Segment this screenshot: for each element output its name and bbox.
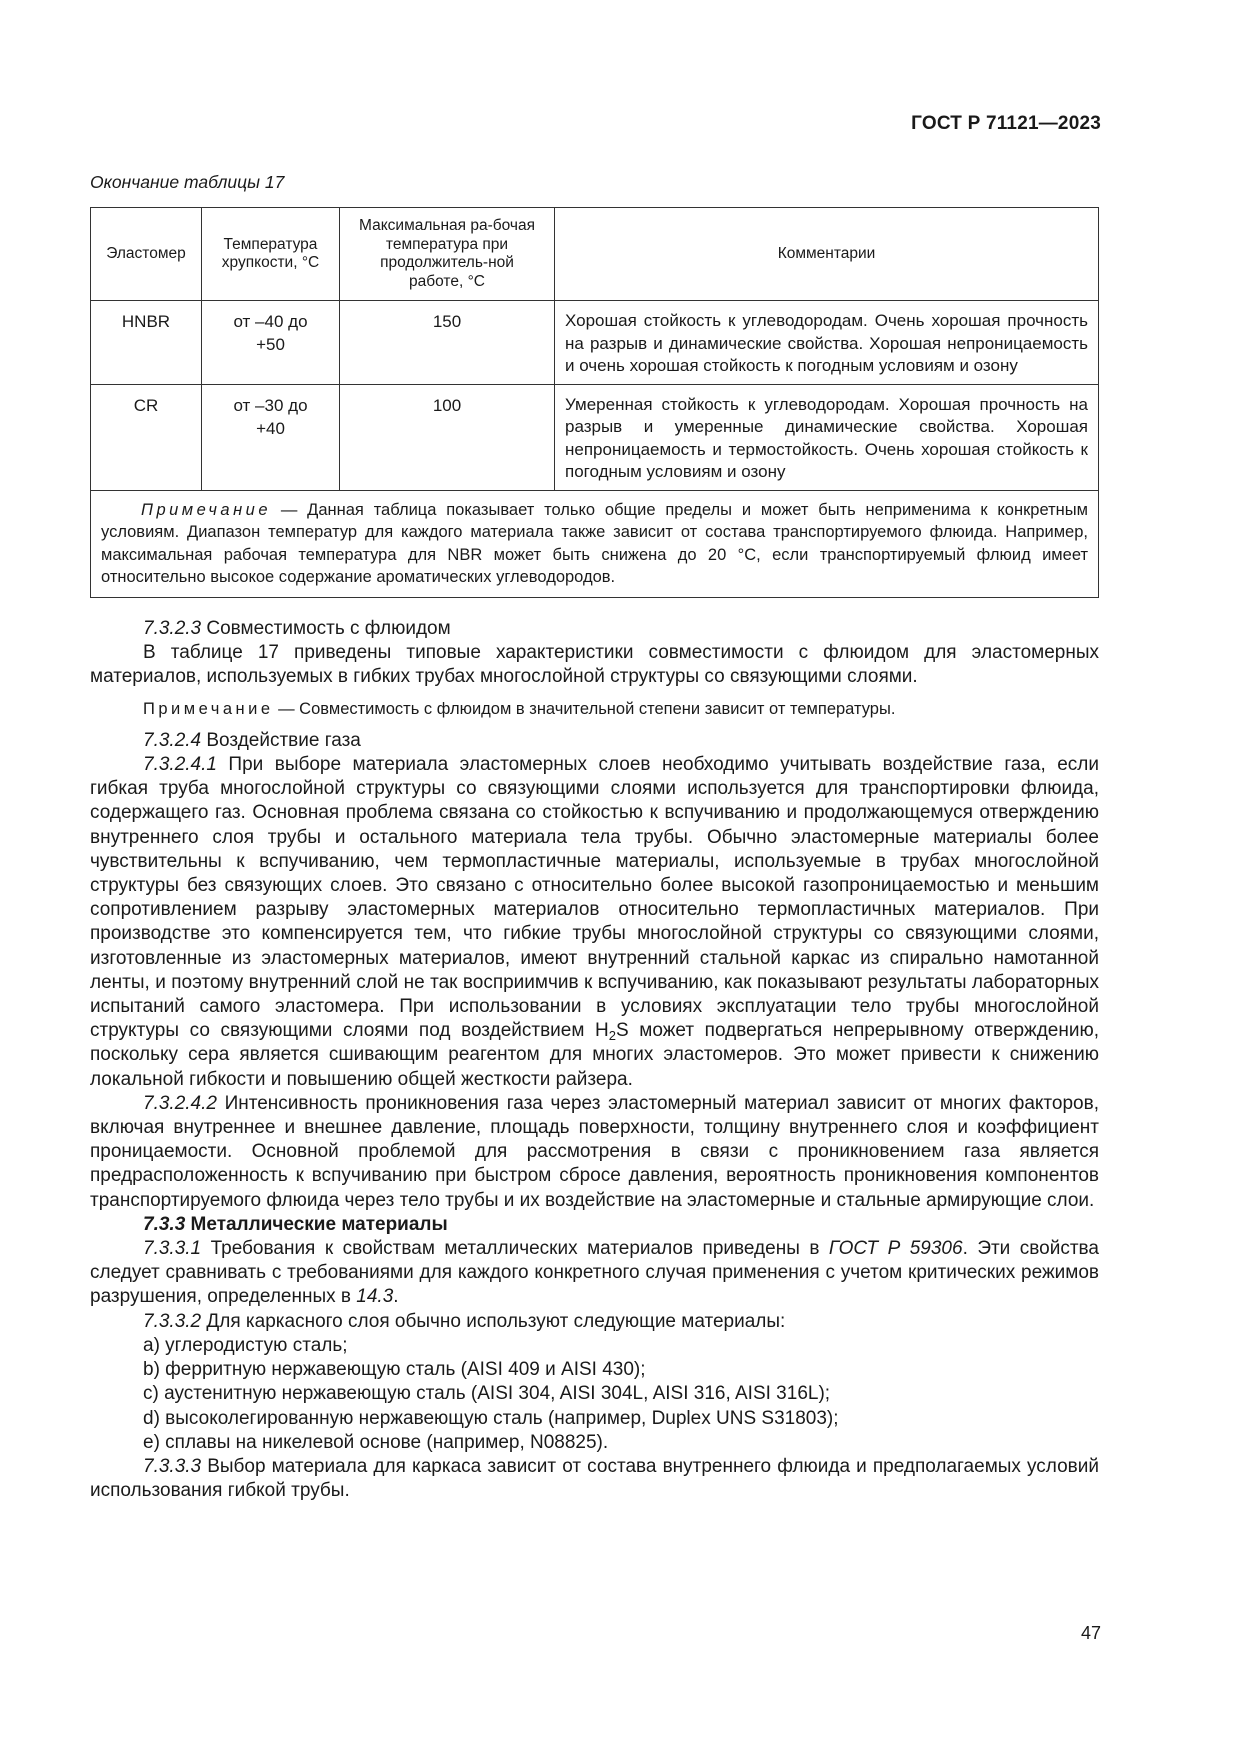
paragraph-text: Выбор материала для каркаса зависит от состава внутреннего флюида и предполагаемых условий использования гибкой трубы. <box>90 1455 1099 1502</box>
section-number: 7.3.2.4 <box>143 729 202 751</box>
table-note <box>91 490 1099 597</box>
paragraph-number: 7.3.3.2 <box>143 1310 202 1332</box>
paragraph-number: 7.3.2.4.1 <box>143 754 217 776</box>
cell-max-temp: 150 <box>340 301 555 385</box>
list-item: a) углеродистую сталь; <box>143 1334 348 1356</box>
paragraph-73242 <box>90 1092 1099 1213</box>
document-code: ГОСТ Р 71121—2023 <box>911 113 1101 134</box>
cell-comment: Хорошая стойкость к углеводородам. Очень хорошая прочность на разрыв и динамические свойства. Хорошая непроницаемость и очень хорошая стойкость к погодным условиям и озону <box>555 301 1099 385</box>
cell-comment: Умеренная стойкость к углеводородам. Хорошая прочность на разрыв и умеренные динамические свойства. Хорошая непроницаемость и термостойкость. Очень хорошая стойкость к погодным условиям и озону <box>555 384 1099 490</box>
cell-max-temp: 100 <box>340 384 555 490</box>
paragraph-7331 <box>90 1237 1099 1310</box>
cell-temp: от –40 до +50 <box>202 301 340 385</box>
paragraph-7333 <box>90 1455 1099 1503</box>
section-7323-text: В таблице 17 приведены типовые характеристики совместимости с флюидом для эластомерных материалов, используемых в гибких трубах многослойной структуры со связующими слоями. <box>90 642 1099 688</box>
page-number: 47 <box>1080 1623 1101 1643</box>
list-item: e) сплавы на никелевой основе (например, N08825). <box>143 1431 609 1453</box>
paragraph-text: Для каркасного слоя обычно используют следующие материалы: <box>201 1310 786 1332</box>
header-elastomer: Эластомер <box>91 208 202 301</box>
paragraph-text-cont: . Эти свойства следует сравнивать с требованиями для каждого конкретного случая применения с учетом критических режимов разрушения, определенных в <box>90 1238 1099 1308</box>
section-7323-heading <box>90 617 1099 641</box>
paragraph-number: 7.3.3.3 <box>143 1455 202 1477</box>
table-row <box>91 384 1099 490</box>
section-title: Воздействие газа <box>201 729 361 751</box>
standard-reference: ГОСТ Р 59306 <box>828 1238 963 1260</box>
clause-reference: 14.3 <box>356 1286 394 1308</box>
note-label: Примечание <box>141 500 272 519</box>
table-row <box>91 301 1099 385</box>
cell-temp: от –30 до +40 <box>202 384 340 490</box>
cell-elastomer: CR <box>91 384 202 490</box>
section-7323-note <box>90 697 1099 721</box>
section-title: Металлические материалы <box>185 1213 448 1235</box>
list-item: c) аустенитную нержавеющую сталь (AISI 304, AISI 304L, AISI 316, AISI 316L); <box>143 1383 831 1405</box>
paragraph-text: Требования к свойствам металлических материалов приведены в <box>201 1238 829 1260</box>
note-text: — Совместимость с флюидом в значительной степени зависит от температуры. <box>273 699 896 718</box>
table-note-row <box>91 490 1099 597</box>
note-label: Примечание <box>143 699 274 718</box>
subscript: 2 <box>608 1028 616 1044</box>
cell-elastomer: HNBR <box>91 301 202 385</box>
paragraph-text: Интенсивность проникновения газа через эластомерный материал зависит от многих факторов, включая внутреннее и внешнее давление, площадь поверхности, толщину внутреннего слоя и коэффициент проницаемости. Основной проблемой для рассмотрения в связи с проникновением газа является предрасположенность к вспучиванию при быстром сбросе давления, вероятность проникновения компонентов транспортируемого флюида через тело трубы и их воздействие на эластомерные и стальные армирующие слои. <box>90 1092 1099 1211</box>
section-title: Совместимость с флюидом <box>201 618 451 639</box>
header-comments: Комментарии <box>555 208 1099 301</box>
paragraph-number: 7.3.2.4.2 <box>143 1092 217 1114</box>
note-text: — Данная таблица показывает только общие пределы и может быть неприменима к конкретным условиям. Диапазон температур для каждого материала также зависит от состава транспортируемого флюида. Например, максимальная рабочая температура для NBR может быть снижена до 20 °С, если транспортируемый флюид имеет относительно высокое содержание ароматических углеводородов. <box>101 500 1088 586</box>
table-caption: Окончание таблицы 17 <box>90 172 285 192</box>
section-number: 7.3.2.3 <box>143 618 202 639</box>
header-max-temp: Максимальная ра-бочая температура при продолжитель-ной работе, °С <box>340 208 555 301</box>
section-number: 7.3.3 <box>143 1213 186 1235</box>
paragraph-end: . <box>393 1286 399 1308</box>
paragraph-7332 <box>90 1310 1099 1334</box>
elastomer-table <box>90 207 1099 598</box>
document-body <box>90 617 1099 1503</box>
header-brittleness-temp: Температура хрупкости, °С <box>202 208 340 301</box>
paragraph-text: При выборе материала эластомерных слоев необходимо учитывать воздействие газа, если гибкая труба многослойной структуры со связующими слоями используется для транспортировки флюида, содержащего газ. Основная проблема связана со стойкостью к вспучиванию и продолжающемуся отверждению внутреннего слоя трубы и остального материала тела трубы. Обычно эластомерные материалы более чувствительны к вспучиванию, чем термопластичные материалы, используемые в трубах многослойной структуры без связующих слоев. Это связано с относительно более высокой газопроницаемостью и меньшим сопротивлением разрыву эластомерных материалов относительно термопластичных материалов. При производстве это компенсируется тем, что гибкие трубы многослойной структуры со связующими слоями, изготовленные из эластомерных материалов, имеют внутренний стальной каркас из спирально намотанной ленты, и поэтому внутренний слой не так восприимчив к вспучиванию, как показывают результаты лабораторных испытаний самого эластомера. При использовании в условиях эксплуатации тело трубы многослойной структуры со связующими слоями под воздействием H <box>90 754 1099 1042</box>
paragraph-text-cont: S может подвергаться непрерывному отверждению, поскольку сера является сшивающим реагентом для многих эластомеров. Это может привести к снижению локальной гибкости и повышению общей жесткости райзера. <box>90 1020 1100 1090</box>
list-item: b) ферритную нержавеющую сталь (AISI 409 и AISI 430); <box>143 1359 646 1381</box>
paragraph-number: 7.3.3.1 <box>143 1238 202 1260</box>
section-7324-heading <box>90 729 1099 753</box>
paragraph-73241 <box>90 753 1099 1092</box>
section-733-heading <box>90 1213 1099 1237</box>
table-header-row <box>91 208 1099 301</box>
list-item: d) высоколегированную нержавеющую сталь (например, Duplex UNS S31803); <box>143 1407 839 1429</box>
